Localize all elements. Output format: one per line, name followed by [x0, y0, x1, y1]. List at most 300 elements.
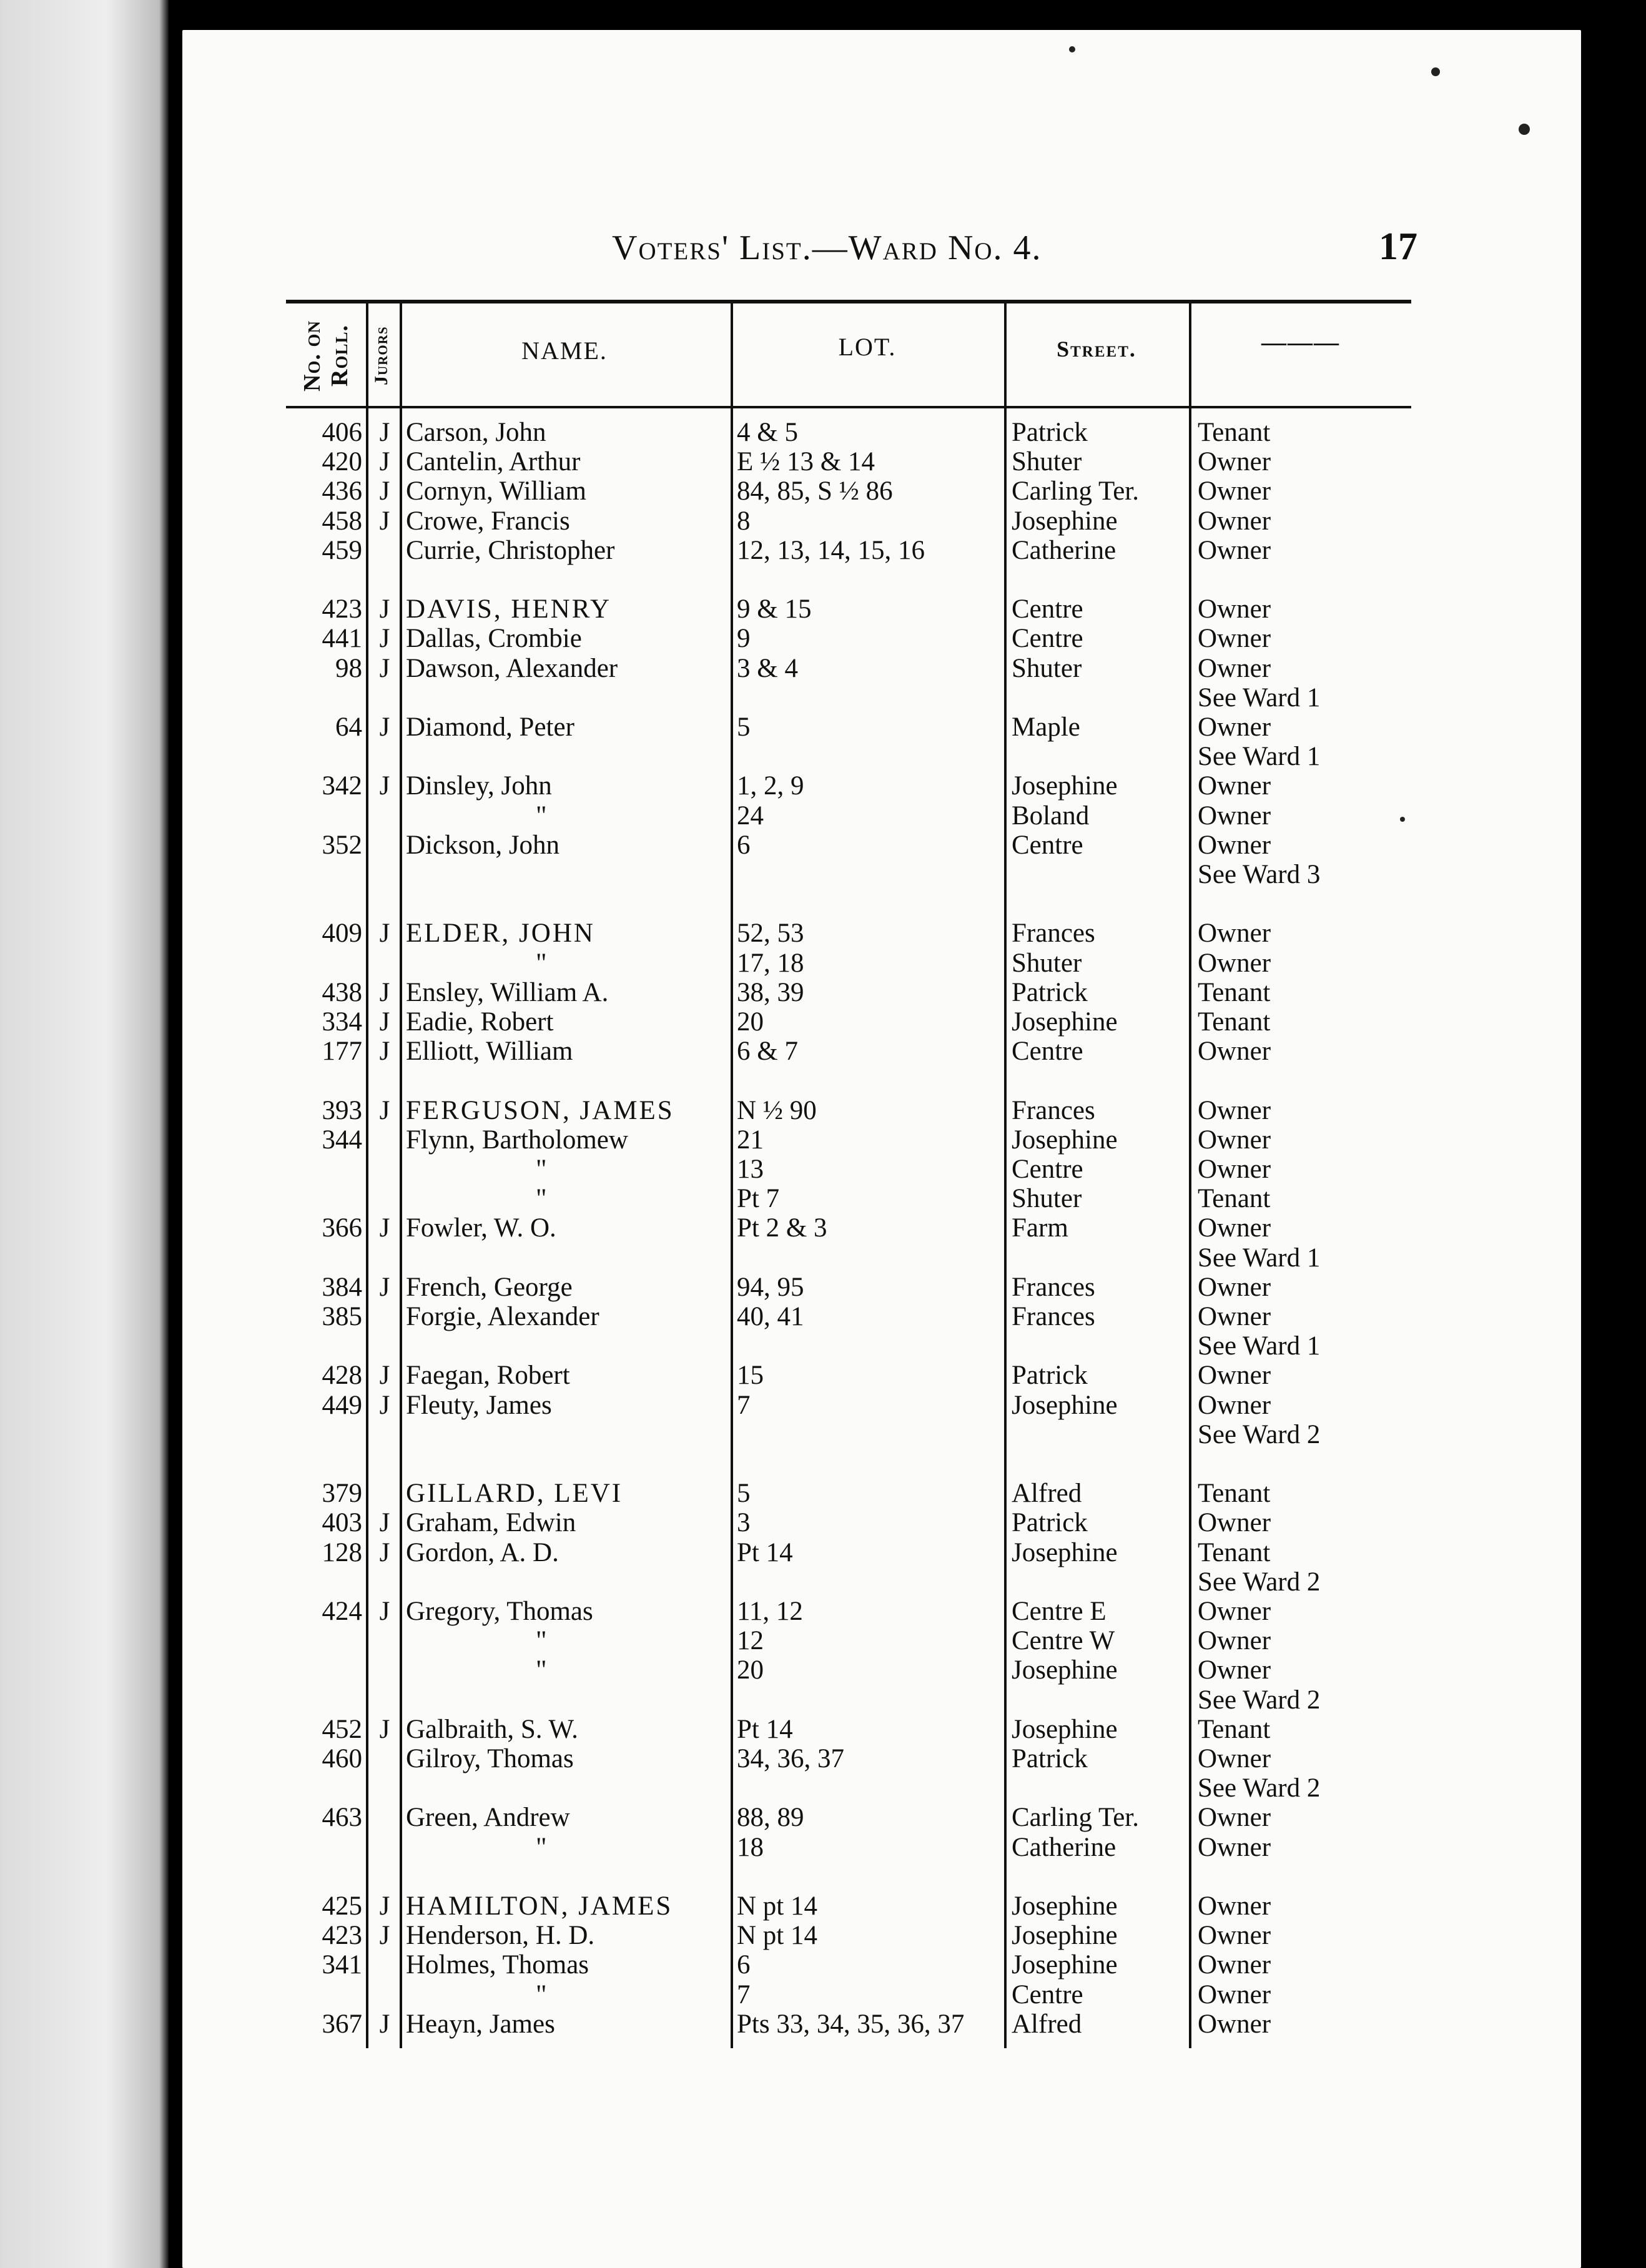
status-cell: Tenant [1198, 1479, 1271, 1509]
table-row [286, 624, 1411, 653]
name-cell: " [536, 1832, 547, 1862]
street-cell: Patrick [1012, 977, 1088, 1007]
status-cell: Owner [1198, 2009, 1271, 2039]
name-cell: Carson, John [406, 418, 546, 447]
street-cell: Centre [1012, 1980, 1083, 2009]
table-row [286, 1833, 1411, 1862]
juror-cell: J [379, 1508, 390, 1538]
name-cell: ELDER, JOHN [406, 919, 595, 949]
juror-cell: J [379, 1213, 390, 1243]
status-cell: Owner [1198, 506, 1271, 536]
status-cell: Owner [1198, 830, 1271, 860]
header-street: Street. [1057, 337, 1136, 362]
table-row [286, 477, 1411, 506]
lot-cell: 21 [737, 1125, 764, 1155]
roll-number-cell: 438 [322, 977, 362, 1007]
lot-cell: N ½ 90 [737, 1095, 817, 1125]
page-number: 17 [1379, 225, 1417, 268]
street-cell: Frances [1012, 919, 1095, 949]
table-row [286, 1509, 1411, 1537]
lot-cell: 5 [737, 712, 751, 742]
juror-cell: J [379, 2009, 390, 2039]
street-cell: Centre [1012, 1155, 1083, 1184]
lot-cell: N pt 14 [737, 1891, 817, 1921]
street-cell: Josephine [1012, 1655, 1118, 1685]
status-cell: See Ward 2 [1198, 1685, 1321, 1715]
table-row [286, 890, 1411, 919]
lot-cell: 7 [737, 1390, 751, 1420]
street-cell: Josephine [1012, 771, 1118, 801]
street-cell: Centre E [1012, 1597, 1106, 1626]
table-row [286, 949, 1411, 978]
roll-number-cell: 409 [322, 919, 362, 949]
lot-cell: 11, 12 [737, 1597, 803, 1626]
juror-cell: J [379, 977, 390, 1007]
table-row [286, 1332, 1411, 1361]
status-cell: Owner [1198, 1155, 1271, 1184]
status-cell: Owner [1198, 1950, 1271, 1980]
status-cell: Owner [1198, 1597, 1271, 1626]
juror-cell: J [379, 418, 390, 447]
header-lot: LOT. [838, 333, 897, 361]
name-cell: Fleuty, James [406, 1390, 552, 1420]
street-cell: Patrick [1012, 1508, 1088, 1538]
lot-cell: 9 [737, 624, 751, 654]
table-row [286, 1774, 1411, 1803]
running-header [612, 206, 1417, 275]
status-cell: Tenant [1198, 1537, 1271, 1567]
table-row [286, 1273, 1411, 1302]
name-cell: Cantelin, Arthur [406, 447, 581, 477]
street-cell: Josephine [1012, 1125, 1118, 1155]
status-cell: Owner [1198, 653, 1271, 683]
juror-cell: J [379, 506, 390, 536]
table-row [286, 1126, 1411, 1155]
street-cell: Centre [1012, 830, 1083, 860]
status-cell: See Ward 1 [1198, 1243, 1321, 1273]
lot-cell: 1, 2, 9 [737, 771, 804, 801]
juror-cell: J [379, 1597, 390, 1626]
table-row [286, 654, 1411, 683]
lot-cell: 6 [737, 1950, 751, 1980]
name-cell: HAMILTON, JAMES [406, 1891, 673, 1921]
lot-cell: 13 [737, 1155, 764, 1184]
table-row [286, 860, 1411, 889]
lot-cell: 6 & 7 [737, 1037, 798, 1067]
table-row [286, 1303, 1411, 1331]
name-cell: Dawson, Alexander [406, 653, 618, 683]
table-row [286, 1715, 1411, 1744]
name-cell: Graham, Edwin [406, 1508, 576, 1538]
table-row [286, 1627, 1411, 1655]
table-row [286, 1214, 1411, 1243]
street-cell: Centre W [1012, 1626, 1115, 1656]
status-cell: Owner [1198, 1508, 1271, 1538]
name-cell: Forgie, Alexander [406, 1302, 599, 1331]
street-cell: Shuter [1012, 1184, 1082, 1214]
roll-number-cell: 384 [322, 1272, 362, 1302]
lot-cell: 12 [737, 1626, 764, 1656]
table-row [286, 1803, 1411, 1832]
name-cell: Cornyn, William [406, 476, 586, 506]
roll-number-cell: 425 [322, 1891, 362, 1921]
juror-cell: J [379, 712, 390, 742]
status-cell: Owner [1198, 948, 1271, 978]
juror-cell: J [379, 1361, 390, 1391]
table-row [286, 1361, 1411, 1390]
lot-cell: 12, 13, 14, 15, 16 [737, 535, 925, 565]
roll-number-cell: 428 [322, 1361, 362, 1391]
status-cell: Tenant [1198, 1007, 1271, 1037]
street-cell: Josephine [1012, 1921, 1118, 1951]
table-row [286, 1981, 1411, 2009]
status-cell: Owner [1198, 1891, 1271, 1921]
name-cell: Dickson, John [406, 830, 560, 860]
name-cell: Dinsley, John [406, 771, 552, 801]
status-cell: Owner [1198, 594, 1271, 624]
juror-cell: J [379, 919, 390, 949]
roll-number-cell: 342 [322, 771, 362, 801]
status-cell: See Ward 2 [1198, 1567, 1321, 1597]
roll-number-cell: 177 [322, 1037, 362, 1067]
lot-cell: 38, 39 [737, 977, 804, 1007]
table-row [286, 418, 1411, 447]
roll-number-cell: 366 [322, 1213, 362, 1243]
table-row [286, 1185, 1411, 1213]
status-cell: See Ward 2 [1198, 1773, 1321, 1803]
status-cell: Owner [1198, 1213, 1271, 1243]
name-cell: " [536, 1626, 547, 1656]
status-cell: Owner [1198, 624, 1271, 654]
lot-cell: Pt 2 & 3 [737, 1213, 827, 1243]
name-cell: " [536, 1980, 547, 2009]
status-cell: Owner [1198, 712, 1271, 742]
status-cell: Owner [1198, 447, 1271, 477]
running-title: Voters' List.—Ward No. 4. [612, 229, 1042, 267]
status-cell: Owner [1198, 1832, 1271, 1862]
street-cell: Farm [1012, 1213, 1068, 1243]
name-cell: Green, Andrew [406, 1803, 570, 1833]
table-row [286, 1421, 1411, 1449]
street-cell: Alfred [1012, 1479, 1082, 1509]
table-row [286, 1597, 1411, 1626]
table-row [286, 448, 1411, 476]
header-status: ——— [1261, 328, 1340, 356]
lot-cell: 52, 53 [737, 919, 804, 949]
name-cell: Eadie, Robert [406, 1007, 554, 1037]
table-row [286, 1568, 1411, 1597]
table-row [286, 1391, 1411, 1420]
lot-cell: 7 [737, 1980, 751, 2009]
name-cell: " [536, 1655, 547, 1685]
table-top-rule [286, 300, 1411, 303]
street-cell: Patrick [1012, 418, 1088, 447]
table-row [286, 536, 1411, 565]
roll-number-cell: 452 [322, 1714, 362, 1744]
juror-cell: J [379, 624, 390, 654]
street-cell: Centre [1012, 1037, 1083, 1067]
table-row [286, 1155, 1411, 1184]
status-cell: Tenant [1198, 1184, 1271, 1214]
roll-number-cell: 424 [322, 1597, 362, 1626]
status-cell: Owner [1198, 1921, 1271, 1951]
table-row [286, 742, 1411, 771]
table-row [286, 566, 1411, 594]
lot-cell: 20 [737, 1007, 764, 1037]
name-cell: Diamond, Peter [406, 712, 574, 742]
status-cell: Owner [1198, 476, 1271, 506]
roll-number-cell: 458 [322, 506, 362, 536]
table-row [286, 1450, 1411, 1479]
name-cell: Fowler, W. O. [406, 1213, 556, 1243]
juror-cell: J [379, 771, 390, 801]
juror-cell: J [379, 447, 390, 477]
table-row [286, 1863, 1411, 1891]
street-cell: Catherine [1012, 1832, 1116, 1862]
table-row [286, 1686, 1411, 1715]
lot-cell: 9 & 15 [737, 594, 812, 624]
street-cell: Patrick [1012, 1361, 1088, 1391]
name-cell: FERGUSON, JAMES [406, 1095, 674, 1125]
lot-cell: 88, 89 [737, 1803, 804, 1833]
roll-number-cell: 423 [322, 1921, 362, 1951]
name-cell: DAVIS, HENRY [406, 594, 612, 624]
table-row [286, 595, 1411, 624]
roll-number-cell: 459 [322, 535, 362, 565]
roll-number-cell: 385 [322, 1302, 362, 1331]
lot-cell: Pts 33, 34, 35, 36, 37 [737, 2009, 965, 2039]
juror-cell: J [379, 1537, 390, 1567]
street-cell: Josephine [1012, 1007, 1118, 1037]
name-cell: Gregory, Thomas [406, 1597, 593, 1626]
name-cell: " [536, 1155, 547, 1184]
status-cell: Owner [1198, 1302, 1271, 1331]
street-cell: Josephine [1012, 506, 1118, 536]
street-cell: Josephine [1012, 1390, 1118, 1420]
juror-cell: J [379, 1037, 390, 1067]
table-row [286, 1539, 1411, 1567]
lot-cell: 17, 18 [737, 948, 804, 978]
status-cell: Owner [1198, 1744, 1271, 1773]
status-cell: Owner [1198, 801, 1271, 831]
table-row [286, 1097, 1411, 1125]
lot-cell: 6 [737, 830, 751, 860]
lot-cell: 15 [737, 1361, 764, 1391]
status-cell: Tenant [1198, 977, 1271, 1007]
status-cell: Owner [1198, 1980, 1271, 2009]
lot-cell: 40, 41 [737, 1302, 804, 1331]
juror-cell: J [379, 653, 390, 683]
roll-number-cell: 379 [322, 1479, 362, 1509]
roll-number-cell: 423 [322, 594, 362, 624]
table-row [286, 802, 1411, 831]
name-cell: Faegan, Robert [406, 1361, 570, 1391]
name-cell: " [536, 948, 547, 978]
street-cell: Catherine [1012, 535, 1116, 565]
status-cell: Owner [1198, 535, 1271, 565]
header-name: NAME. [521, 337, 608, 365]
header-roll-number: No. on Roll. [299, 320, 353, 392]
table-row [286, 1951, 1411, 1980]
status-cell: See Ward 3 [1198, 860, 1321, 889]
street-cell: Carling Ter. [1012, 476, 1139, 506]
name-cell: GILLARD, LEVI [406, 1479, 623, 1509]
status-cell: Tenant [1198, 418, 1271, 447]
roll-number-cell: 441 [322, 624, 362, 654]
roll-number-cell: 460 [322, 1744, 362, 1773]
name-cell: Elliott, William [406, 1037, 573, 1067]
roll-number-cell: 420 [322, 447, 362, 477]
lot-cell: Pt 14 [737, 1714, 793, 1744]
lot-cell: 4 & 5 [737, 418, 798, 447]
table-row [286, 713, 1411, 742]
table-row [286, 919, 1411, 948]
table-row [286, 979, 1411, 1007]
lot-cell: 34, 36, 37 [737, 1744, 844, 1773]
street-cell: Alfred [1012, 2009, 1082, 2039]
voters-table [286, 300, 1411, 2061]
status-cell: Owner [1198, 1655, 1271, 1685]
juror-cell: J [379, 1714, 390, 1744]
lot-cell: 84, 85, S ½ 86 [737, 476, 893, 506]
status-cell: See Ward 2 [1198, 1419, 1321, 1449]
street-cell: Boland [1012, 801, 1090, 831]
table-row [286, 1037, 1411, 1066]
status-cell: Owner [1198, 1361, 1271, 1391]
street-cell: Shuter [1012, 948, 1082, 978]
roll-number-cell: 128 [322, 1537, 362, 1567]
roll-number-cell: 403 [322, 1508, 362, 1538]
lot-cell: 5 [737, 1479, 751, 1509]
juror-cell: J [379, 594, 390, 624]
table-row [286, 772, 1411, 801]
status-cell: Tenant [1198, 1714, 1271, 1744]
table-row [286, 831, 1411, 860]
name-cell: Gordon, A. D. [406, 1537, 559, 1567]
status-cell: Owner [1198, 1272, 1271, 1302]
table-row [286, 507, 1411, 536]
name-cell: Galbraith, S. W. [406, 1714, 578, 1744]
juror-cell: J [379, 1891, 390, 1921]
table-row [286, 1479, 1411, 1508]
print-speck [1519, 124, 1530, 135]
status-cell: Owner [1198, 1803, 1271, 1833]
roll-number-cell: 406 [322, 418, 362, 447]
street-cell: Josephine [1012, 1950, 1118, 1980]
status-cell: Owner [1198, 1037, 1271, 1067]
status-cell: Owner [1198, 1095, 1271, 1125]
status-cell: See Ward 1 [1198, 1331, 1321, 1361]
lot-cell: 94, 95 [737, 1272, 804, 1302]
status-cell: Owner [1198, 1390, 1271, 1420]
juror-cell: J [379, 1095, 390, 1125]
name-cell: Holmes, Thomas [406, 1950, 589, 1980]
lot-cell: 8 [737, 506, 751, 536]
street-cell: Josephine [1012, 1714, 1118, 1744]
lot-cell: 18 [737, 1832, 764, 1862]
lot-cell: Pt 7 [737, 1184, 780, 1214]
roll-number-cell: 344 [322, 1125, 362, 1155]
table-row [286, 684, 1411, 712]
street-cell: Shuter [1012, 447, 1082, 477]
lot-cell: 3 & 4 [737, 653, 798, 683]
roll-number-cell: 334 [322, 1007, 362, 1037]
juror-cell: J [379, 1007, 390, 1037]
juror-cell: J [379, 1921, 390, 1951]
juror-cell: J [379, 476, 390, 506]
street-cell: Frances [1012, 1302, 1095, 1331]
roll-number-cell: 64 [335, 712, 362, 742]
lot-cell: 3 [737, 1508, 751, 1538]
table-row [286, 1244, 1411, 1273]
status-cell: Owner [1198, 1626, 1271, 1656]
table-row [286, 1892, 1411, 1921]
name-cell: Crowe, Francis [406, 506, 570, 536]
name-cell: " [536, 801, 547, 831]
roll-number-cell: 449 [322, 1390, 362, 1420]
roll-number-cell: 352 [322, 830, 362, 860]
name-cell: Gilroy, Thomas [406, 1744, 574, 1773]
juror-cell: J [379, 1390, 390, 1420]
table-row [286, 1067, 1411, 1095]
status-cell: Owner [1198, 919, 1271, 949]
name-cell: Flynn, Bartholomew [406, 1125, 628, 1155]
header-bottom-rule [286, 406, 1411, 408]
street-cell: Shuter [1012, 653, 1082, 683]
street-cell: Frances [1012, 1095, 1095, 1125]
status-cell: See Ward 1 [1198, 742, 1321, 772]
name-cell: Currie, Christopher [406, 535, 615, 565]
street-cell: Josephine [1012, 1537, 1118, 1567]
table-row [286, 1656, 1411, 1685]
street-cell: Frances [1012, 1272, 1095, 1302]
street-cell: Patrick [1012, 1744, 1088, 1773]
table-row [286, 2010, 1411, 2039]
header-jurors: Jurors [371, 326, 392, 386]
table-row [286, 1008, 1411, 1037]
street-cell: Maple [1012, 712, 1080, 742]
name-cell: Dallas, Crombie [406, 624, 582, 654]
name-cell: " [536, 1184, 547, 1214]
table-row [286, 1921, 1411, 1950]
table-row [286, 1745, 1411, 1773]
print-speck [1069, 46, 1075, 52]
name-cell: French, George [406, 1272, 573, 1302]
lot-cell: N pt 14 [737, 1921, 817, 1951]
roll-number-cell: 393 [322, 1095, 362, 1125]
roll-number-cell: 367 [322, 2009, 362, 2039]
street-cell: Centre [1012, 624, 1083, 654]
lot-cell: 20 [737, 1655, 764, 1685]
lot-cell: E ½ 13 & 14 [737, 447, 875, 477]
roll-number-cell: 98 [335, 653, 362, 683]
street-cell: Carling Ter. [1012, 1803, 1139, 1833]
street-cell: Josephine [1012, 1891, 1118, 1921]
status-cell: Owner [1198, 771, 1271, 801]
roll-number-cell: 463 [322, 1803, 362, 1833]
street-cell: Centre [1012, 594, 1083, 624]
status-cell: See Ward 1 [1198, 683, 1321, 712]
roll-number-cell: 341 [322, 1950, 362, 1980]
name-cell: Heayn, James [406, 2009, 555, 2039]
name-cell: Henderson, H. D. [406, 1921, 595, 1951]
lot-cell: Pt 14 [737, 1537, 793, 1567]
lot-cell: 24 [737, 801, 764, 831]
print-speck [1431, 67, 1440, 76]
roll-number-cell: 436 [322, 476, 362, 506]
status-cell: Owner [1198, 1125, 1271, 1155]
juror-cell: J [379, 1272, 390, 1302]
